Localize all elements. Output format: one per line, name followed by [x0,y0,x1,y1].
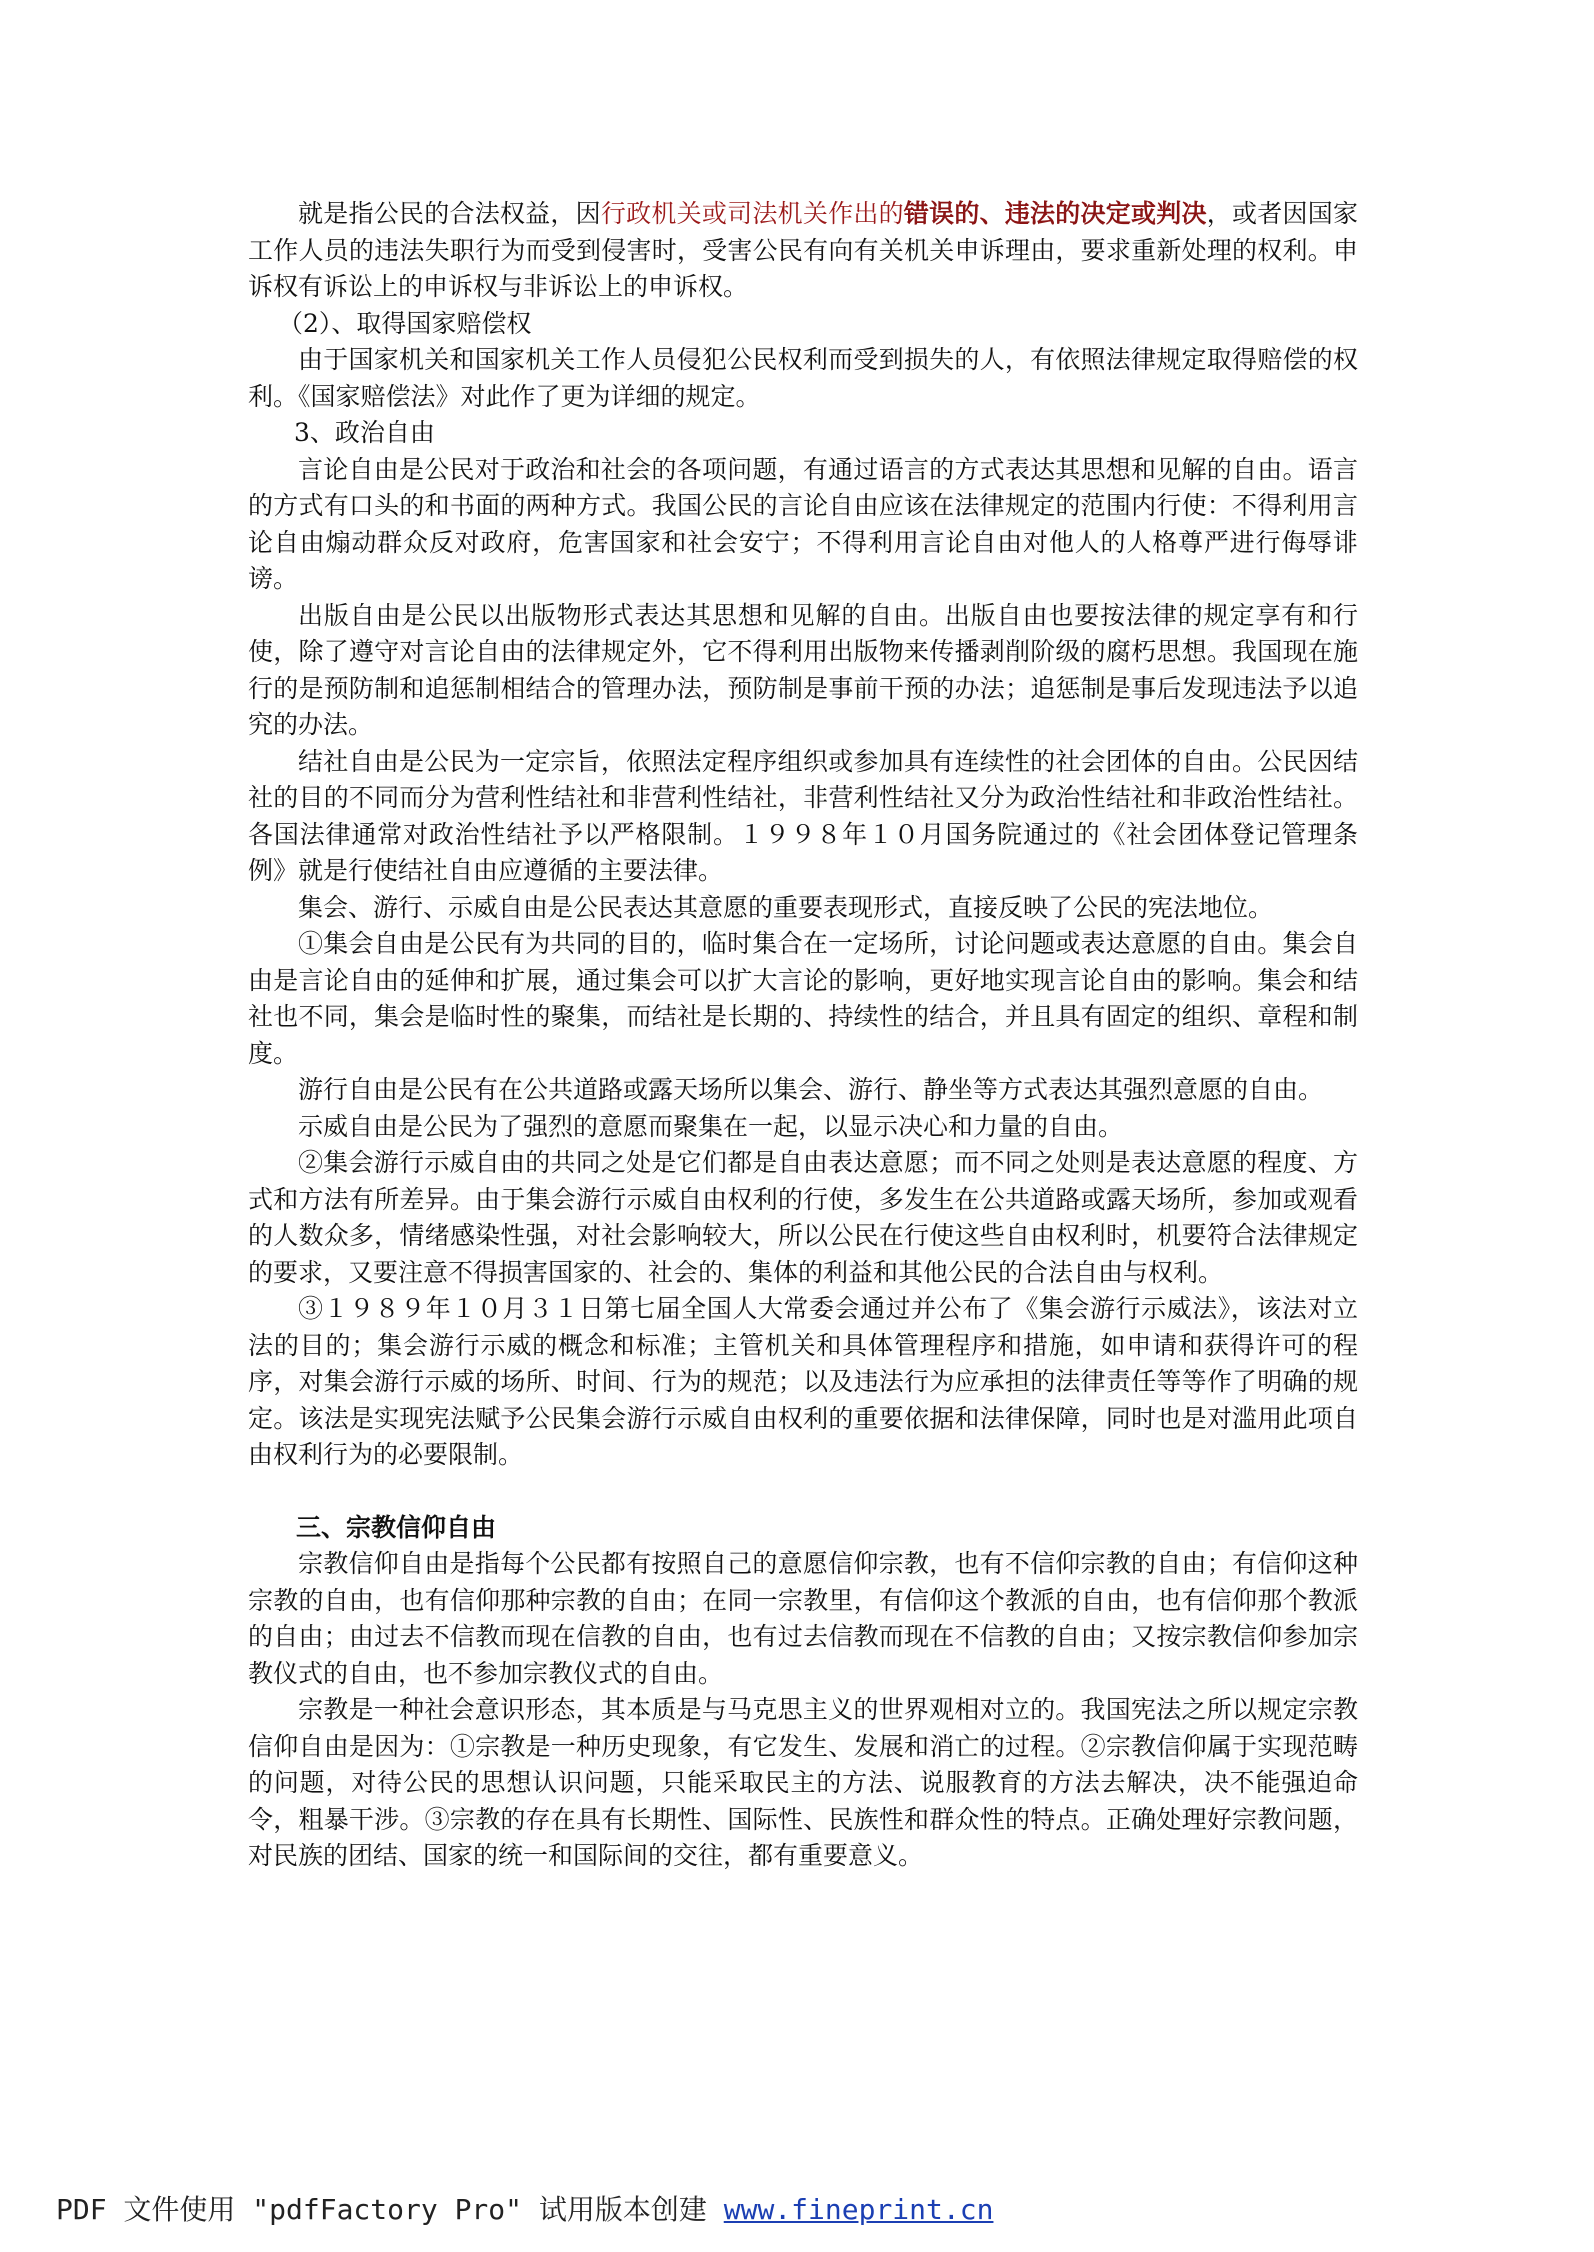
section-heading-religious-freedom: 三、宗教信仰自由 [296,1512,497,1542]
footer-link[interactable]: www.fineprint.cn [723,2193,994,2226]
paragraph-freedom-of-press: 出版自由是公民以出版物形式表达其思想和见解的自由。出版自由也要按法律的规定享有和行使，除了遵守对言论自由的法律规定外，它不得利用出版物来传播剥削阶级的腐朽思想。我国现在施行的是预防制和追惩制相结合的管理办法，预防制是事前干预的办法；追惩制是事后发现违法予以追究的办法。 [248,600,1358,739]
highlighted-bold-text: 错误的、违法的决定或判决 [903,199,1207,228]
paragraph-freedom-of-association: 结社自由是公民为一定宗旨，依照法定程序组织或参加具有连续性的社会团体的自由。公民因结社的目的不同而分为营利性结社和非营利性结社，非营利性结社又分为政治性结社和非政治性结社。各国法律通常对政治性结社予以严格限制。１９９８年１０月国务院通过的《社会团体登记管理条例》就是行使结社自由应遵循的主要法律。 [248,746,1358,885]
paragraph-assembly-common: ②集会游行示威自由的共同之处是它们都是自由表达意愿；而不同之处则是表达意愿的程度、方式和方法有所差异。由于集会游行示威自由权利的行使，多发生在公共道路或露天场所，参加或观看的人数众多，情绪感染性强，对社会影响较大，所以公民在行使这些自由权利时，机要符合法律规定的要求，又要注意不得损害国家的、社会的、集体的利益和其他公民的合法自由与权利。 [248,1148,1358,1287]
pdf-watermark-footer [56,2192,993,2228]
text-run: ，或者因国家工作人员的违法失职行为而受到侵害时，受害公民有向有关机关申诉理由，要求重新处理的权利。申诉权有诉讼上的申诉权与非诉讼上的申诉权。 [248,199,1358,301]
section-spacer [248,1474,1358,1510]
document-page [248,196,1358,1875]
paragraph-state-compensation: 由于国家机关和国家机关工作人员侵犯公民权利而受到损失的人，有依照法律规定取得赔偿的权利。《国家赔偿法》对此作了更为详细的规定。 [248,345,1358,411]
paragraph-assembly-intro: 集会、游行、示威自由是公民表达其意愿的重要表现形式，直接反映了公民的宪法地位。 [298,892,1274,922]
subheading-political-freedom: 3、政治自由 [294,418,435,447]
paragraph-assembly-law: ③１９８９年１０月３１日第七届全国人大常委会通过并公布了《集会游行示威法》，该法对立法的目的；集会游行示威的概念和标准；主管机关和具体管理程序和措施，如申请和获得许可的程序，对集会游行示威的场所、时间、行为的规范；以及违法行为应承担的法律责任等等作了明确的规定。该法是实现宪法赋予公民集会游行示威自由权利的重要依据和法律保障，同时也是对滥用此项自由权利行为的必要限制。 [248,1294,1358,1469]
paragraph-freedom-of-procession: 游行自由是公民有在公共道路或露天场所以集会、游行、静坐等方式表达其强烈意愿的自由。 [298,1075,1324,1104]
paragraph-appeal-right [248,196,1358,306]
highlighted-text: 行政机关或司法机关作出的 [600,199,904,228]
paragraph-religious-freedom-definition: 宗教信仰自由是指每个公民都有按照自己的意愿信仰宗教，也有不信仰宗教的自由；有信仰这种宗教的自由，也有信仰那种宗教的自由；在同一宗教里，有信仰这个教派的自由，也有信仰那个教派的自由；由过去不信教而现在信教的自由，也有过去信教而现在不信教的自由；又按宗教信仰参加宗教仪式的自由，也不参加宗教仪式的自由。 [248,1549,1358,1688]
paragraph-freedom-of-demonstration: 示威自由是公民为了强烈的意愿而聚集在一起，以显示决心和力量的自由。 [298,1111,1124,1141]
text-run: 就是指公民的合法权益，因 [298,199,601,228]
paragraph-religion-rationale: 宗教是一种社会意识形态，其本质是与马克思主义的世界观相对立的。我国宪法之所以规定宗教信仰自由是因为：①宗教是一种历史现象，有它发生、发展和消亡的过程。②宗教信仰属于实现范畴的问题，对待公民的思想认识问题，只能采取民主的方法、说服教育的方法去解决，决不能强迫命令，粗暴干涉。③宗教的存在具有长期性、国际性、民族性和群众性的特点。正确处理好宗教问题，对民族的团结、国家的统一和国际间的交往，都有重要意义。 [248,1695,1358,1870]
footer-text: PDF 文件使用 "pdfFactory Pro" 试用版本创建 [56,2193,724,2226]
paragraph-freedom-of-speech: 言论自由是公民对于政治和社会的各项问题，有通过语言的方式表达其思想和见解的自由。语言的方式有口头的和书面的两种方式。我国公民的言论自由应该在法律规定的范围内行使：不得利用言论自由煽动群众反对政府，危害国家和社会安宁；不得利用言论自由对他人的人格尊严进行侮辱诽谤。 [248,454,1358,593]
subheading-state-compensation: （2）、取得国家赔偿权 [278,308,532,338]
paragraph-freedom-of-assembly: ①集会自由是公民有为共同的目的，临时集合在一定场所，讨论问题或表达意愿的自由。集会自由是言论自由的延伸和扩展，通过集会可以扩大言论的影响，更好地实现言论自由的影响。集会和结社也不同，集会是临时性的聚集，而结社是长期的、持续性的结合，并且具有固定的组织、章程和制度。 [248,929,1358,1068]
